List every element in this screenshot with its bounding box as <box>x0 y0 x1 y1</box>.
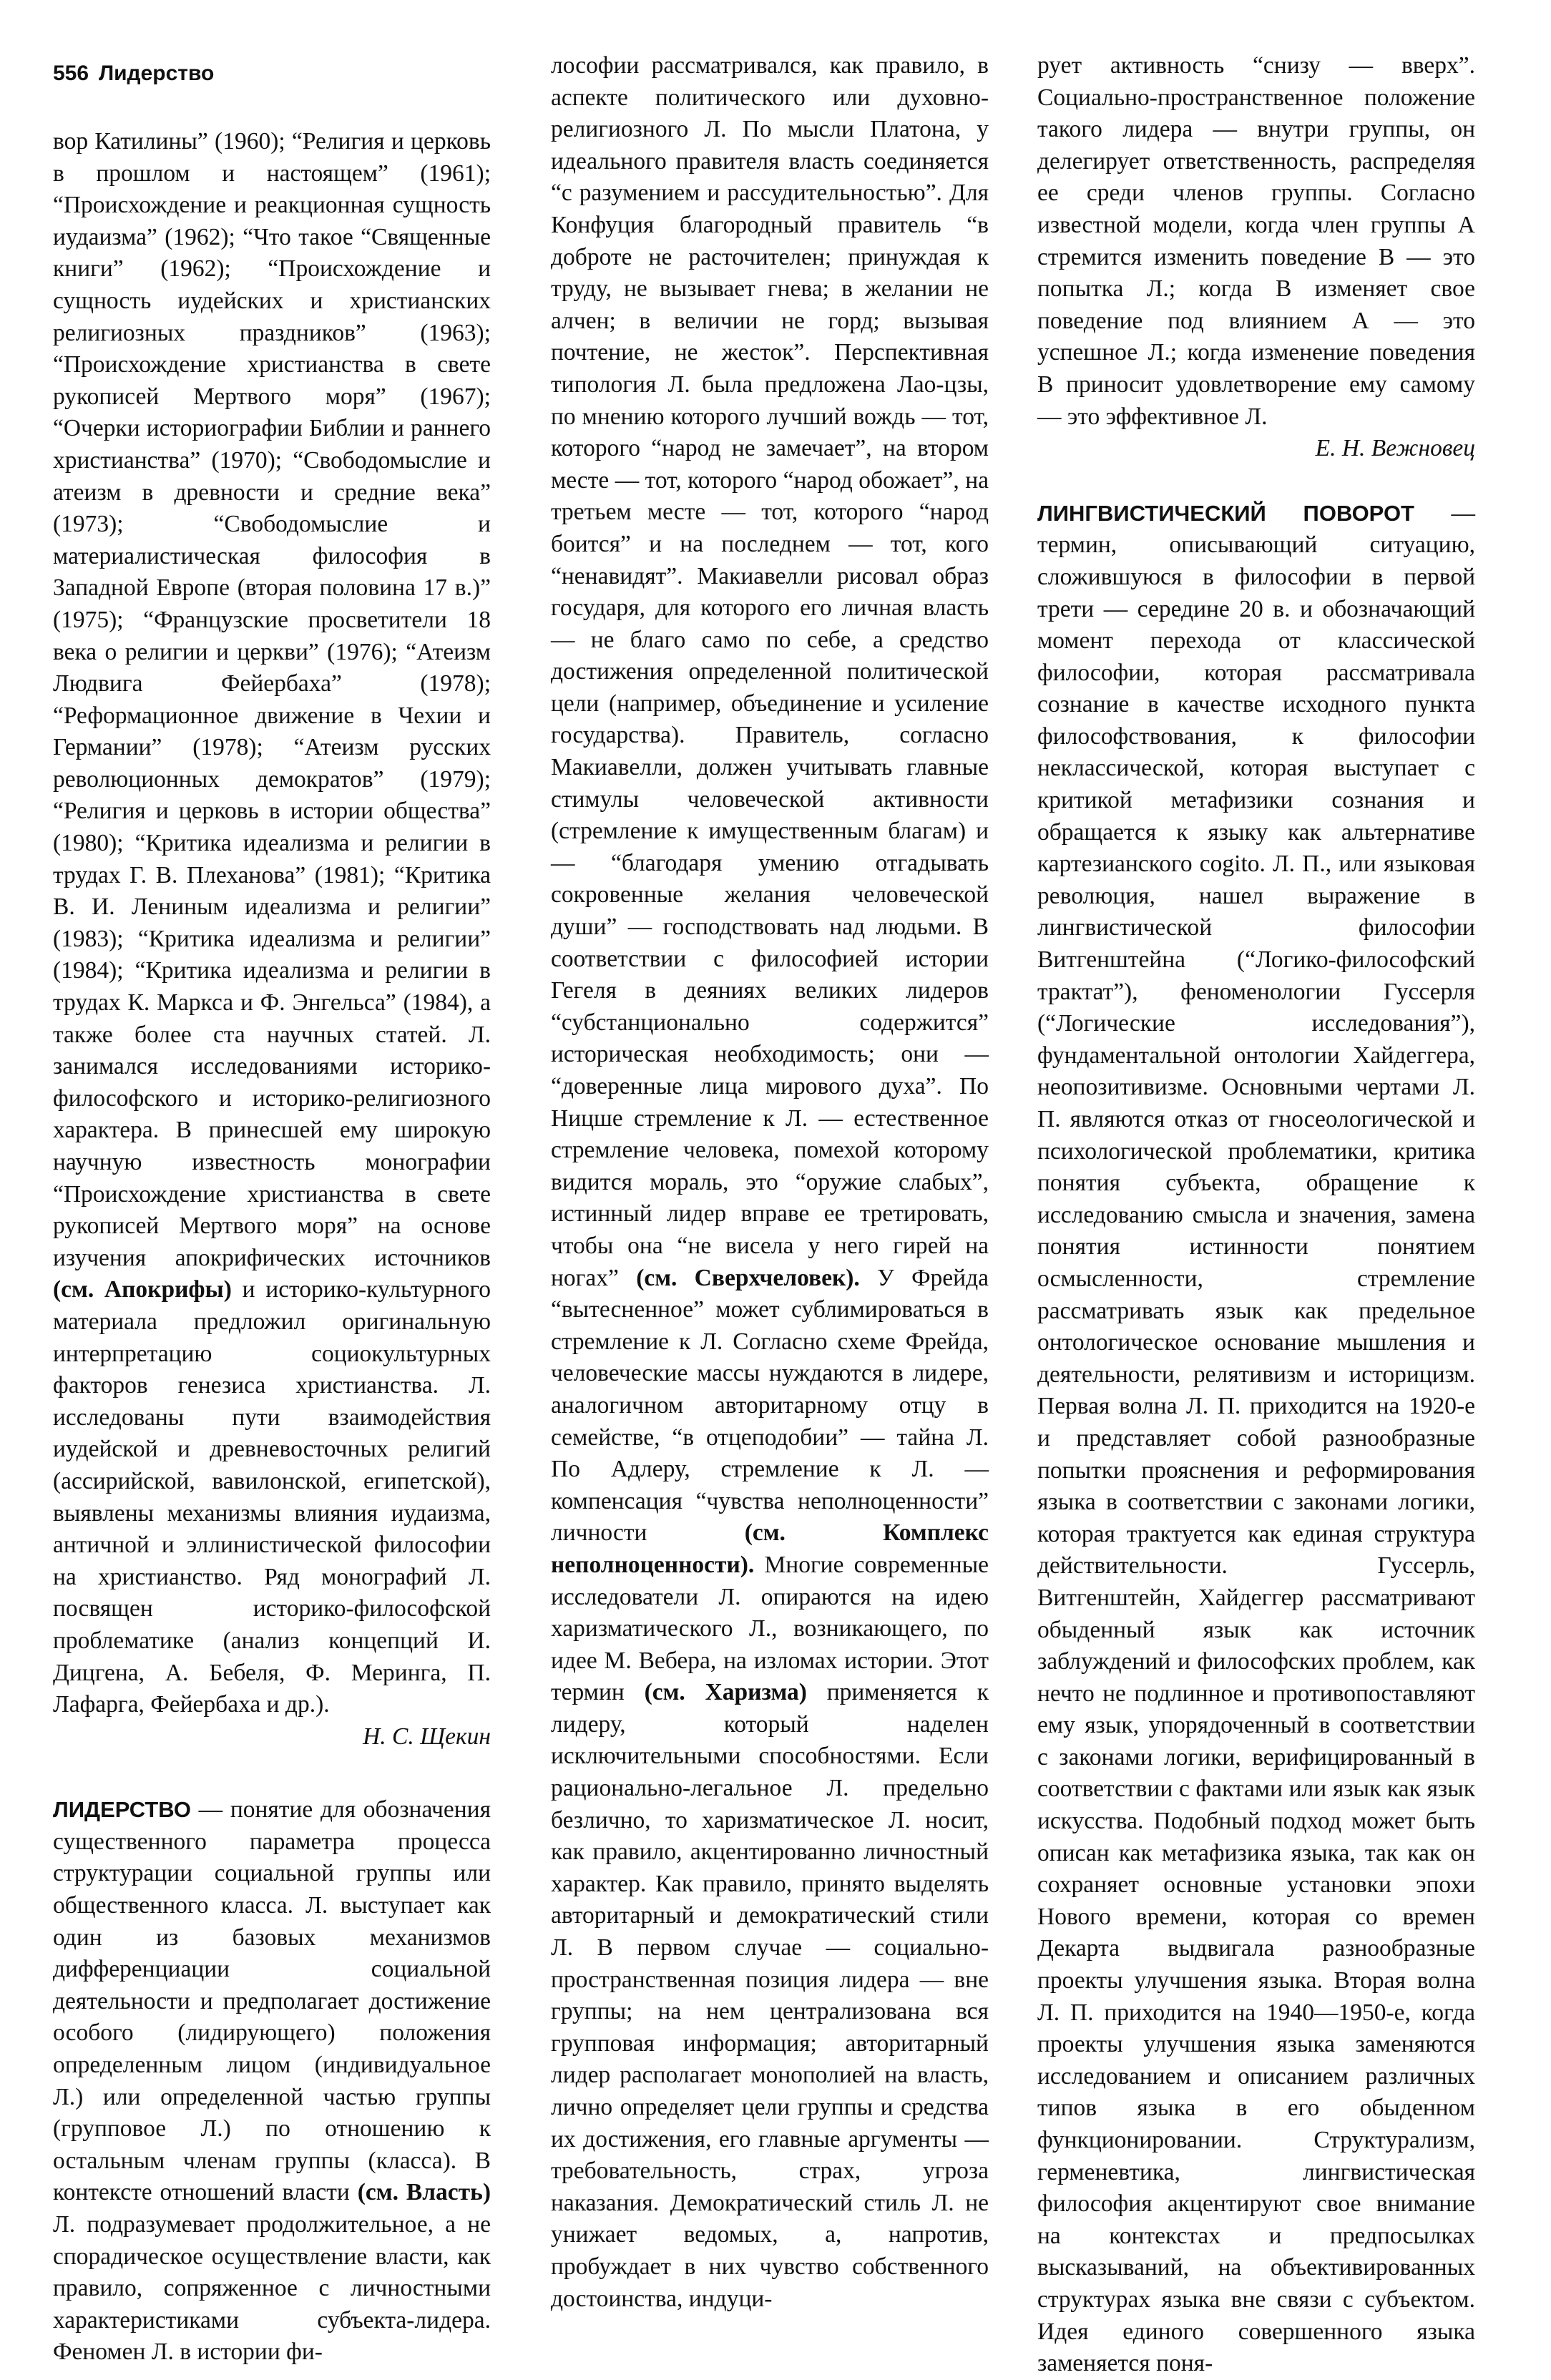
page-header <box>53 62 214 86</box>
cross-reference[interactable]: (см. Сверхчеловек). <box>636 1264 860 1291</box>
cross-reference[interactable]: (см. Апокрифы) <box>53 1276 232 1303</box>
article-paragraph: лософии рассматривался, как правило, в аспекте политического или духовно-религиозного Л. По мысли Платона, у идеального правителя власть соединяется “с разумением и рассудительностью”. Для Конфуция благородный правитель “в доброте не расточителен; принуждая к труду, не вызывает гнева; в желании не алчен; в величии не горд; вызывая почтение, не жесток”. Перспективная типология Л. была предложена Лао-цзы, по мнению которого лучший вождь — тот, которого “народ не замечает”, на втором месте — тот, которого “народ обожает”, на третьем месте — тот, которого “народ боится” и на последнем — тот, кого “ненавидят”. Макиавелли рисовал образ государя, для которого его личная власть — не благо само по себе, а средство достижения определенной политической цели (например, объединение и усиление государства). Правитель, согласно Макиавелли, должен учитывать главные стимулы человеческой активности (стремление к имущественным благам) и — “благодаря умению отгадывать сокровенные желания человеческой души” — господствовать над людьми. В соответствии с философией истории Гегеля в деяниях великих лидеров “субстанционально содержится” историческая необходимость; они — “доверенные лица мирового духа”. По Ницше стремление к Л. — естественное стремление человека, помехой которому видится мораль, это “оружие слабых”, истинный лидер вправе ее третировать, чтобы она “не висела у него гирей на ногах” (см. Сверхчеловек). У Фрейда “вытесненное” может сублимироваться в стремление к Л. Согласно схеме Фрейда, человеческие массы нуждаются в лидере, аналогичном авторитарному отцу в семействе, “в отцеподобии” — тайна Л. По Адлеру, стремление к Л. — компенсация “чувства неполноценности” личности (см. Комплекс неполноценности). Многие современные исследователи Л. опираются на идею харизматического Л., возникающего, по идее М. Вебера, на изломах истории. Этот термин (см. Харизма) применяется к лидеру, который наделен исключительными способностями. Если рационально-легальное Л. предельно безлично, то харизматическое Л. носит, как правило, акцентированно личностный характер. Как правило, принято выделять авторитарный и демократический стили Л. В первом случае — социально-пространственная позиция лидера — вне группы; на нем централизована вся групповая информация; авторитарный лидер располагает монополией на власть, лично определяет цели группы и средства их достижения, его главные аргументы — требовательность, страх, угроза наказания. Демократический стиль Л. не унижает ведомых, а, напротив, пробуждает в них чувство собственного достоинства, индуци- <box>551 52 989 2312</box>
cross-reference[interactable]: (см. Власть) <box>357 2179 491 2206</box>
article-paragraph: вор Катилины” (1960); “Религия и церковь в прошлом и настоящем” (1961); “Происхождение и реакционная сущность иудаизма” (1962); “Что такое “Священные книги” (1962); “Происхождение и сущность иудейских и христианских религиозных праздников” (1963); “Происхождение христианства в свете рукописей Мертвого моря” (1967); “Очерки историографии Библии и раннего христианства” (1970); “Свободомыслие и атеизм в древности и средние века” (1973); “Свободомыслие и материалистическая философия в Западной Европе (вторая половина 17 в.)” (1975); “Французские просветители 18 века о религии и церкви” (1976); “Атеизм Людвига Фейербаха” (1978); “Реформационное движение в Чехии и Германии” (1978); “Атеизм русских революционных демократов” (1979); “Религия и церковь в истории общества” (1980); “Критика идеализма и религии в трудах Г. В. Плеханова” (1981); “Критика В. И. Лениным идеализма и религии” (1983); “Критика идеализма и религии” (1984); “Критика идеализма и религии в трудах К. Маркса и Ф. Энгельса” (1984), а также более ста научных статей. Л. занимался исследованиями историко-философского и историко-религиозного характера. В принесшей ему широкую научную известность монографии “Происхождение христианства в свете рукописей Мертвого моря” на основе изучения апокрифических источников (см. Апокрифы) и историко-культурного материала предложил оригинальную интерпретацию социокультурных факторов генезиса христианства. Л. исследованы пути взаимодействия иудейской и древневосточных религий (ассирийской, вавилонской, египетской), выявлены механизмы влияния иудаизма, античной и эллинистической философии на христианство. Ряд монографий Л. посвящен историко-философской проблематике (анализ концепций И. Дицгена, А. Бебеля, Ф. Меринга, П. Лафарга, Фейербаха и др.). <box>53 128 491 1718</box>
article-author: Н. С. Щекин <box>363 1723 491 1750</box>
cross-reference[interactable]: (см. Харизма) <box>644 1679 807 1706</box>
article-paragraph: рует активность “снизу — вверх”. Социально-пространственное положение такого лидера — внутри группы, он делегирует ответственность, распределяя ее среди членов группы. Согласно известной модели, когда член группы А стремится изменить поведение В — это попытка Л.; когда В изменяет свое поведение под влиянием А — это успешное Л.; когда изменение поведения В приносит удовлетворение ему самому — это эффективное Л. <box>1037 52 1475 430</box>
column-2 <box>551 50 989 2312</box>
page-number: 556 <box>53 62 89 85</box>
entry-paragraph: ЛИНГВИСТИЧЕСКИЙ ПОВОРОТ — термин, описывающий ситуацию, сложившуюся в философии в первой трети — середине 20 в. и обозначающий момент перехода от классической философии, которая рассматривала сознание в качестве исходного пункта философствования, к философии неклассической, которая выступает с критикой метафизики сознания и обращается к языку как альтернативе картезианского cogito. Л. П., или языковая революция, нашел выражение в лингвистической философии Витгенштейна (“Логико-философский трактат”), феноменологии Гуссерля (“Логические исследования”), фундаментальной онтологии Хайдеггера, неопозитивизме. Основными чертами Л. П. являются отказ от гносеологической и психологической проблематики, критика понятия субъекта, обращение к исследованию смысла и значения, замена понятия истинности понятием осмысленности, стремление рассматривать язык как предельное онтологическое основание мышления и деятельности, релятивизм и историцизм. Первая волна Л. П. приходится на 1920-е и представляет собой разнообразные попытки прояснения и реформирования языка в соответствии с законами логики, которая трактуется как единая структура действительности. Гуссерль, Витгенштейн, Хайдеггер рассматривают обыденный язык как источник заблуждений и философских проблем, как нечто не подлинное и противопоставляют ему язык, упорядоченный в соответствии с законами логики, верифицированный в соответствии с фактами или язык как язык искусства. Подобный подход может быть описан как метафизика языка, так как он сохраняет основные установки эпохи Нового времени, которая со времен Декарта выдвигала разнообразные проекты улучшения языка. Вторая волна Л. П. приходится на 1940—1950-е, когда проекты улучшения языка заменяются исследованием и описанием различных типов языка в его обыденном функционировании. Структурализм, герменевтика, лингвистическая философия акцентируют свое внимание на контекстах и предпосылках высказываний, на объективированных структурах языка вне связи с субъектом. Идея единого совершенного языка заменяется поня- <box>1037 499 1475 2377</box>
entry-paragraph: ЛИДЕРСТВО — понятие для обозначения существенного параметра процесса структурации социальной группы или общественного класса. Л. выступает как один из базовых механизмов дифференциации социальной деятельности и предполагает достижение особого (лидирующего) положения определенным лицом (индивидуальное Л.) или определенной частью группы (групповое Л.) по отношению к остальным членам группы (класса). В контексте отношений власти (см. Власть) Л. подразумевает продолжительное, а не спорадическое осуществление власти, как правило, сопряженное с личностными характеристиками субъекта-лидера. Феномен Л. в истории фи- <box>53 1796 491 2366</box>
article-author: Е. Н. Вежновец <box>1315 435 1475 462</box>
entry-headword: ЛИДЕРСТВО <box>53 1797 191 1823</box>
cross-reference[interactable]: (см. Комплекс неполноценности). <box>551 1519 989 1578</box>
column-1 <box>53 126 491 2366</box>
running-title: Лидерство <box>99 62 215 85</box>
entry-headword: ЛИНГВИСТИЧЕСКИЙ ПОВОРОТ <box>1037 500 1414 526</box>
column-3 <box>1037 50 1475 2377</box>
